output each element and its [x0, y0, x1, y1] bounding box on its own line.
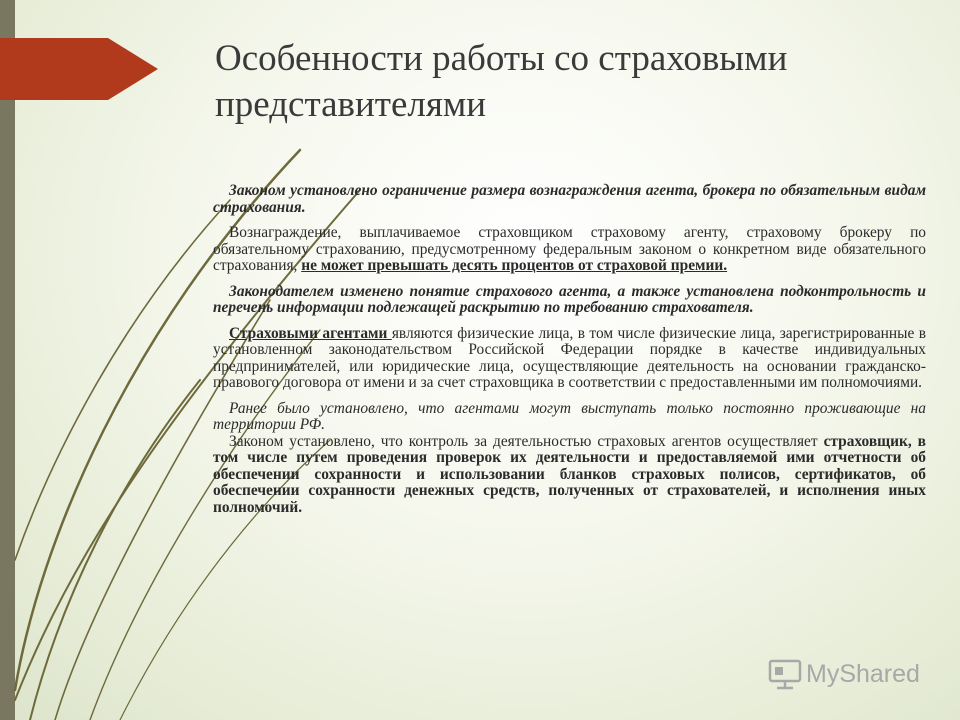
- title-red-arrow: [0, 38, 158, 100]
- paragraph-6: [213, 434, 926, 517]
- brand-name: MyShared: [806, 659, 920, 688]
- paragraph-4-text: являются физические лица, в том числе физические лица, зарегистрированные в установленном законодательством Российской Федерации порядке в качестве индивидуальных предпринимателей, или юридические лица, осуществляющие деятельность на основании гражданско-правового договора от имени и за счет страховщика в соответствии с предоставленными им полномочиями.: [213, 324, 926, 391]
- paragraph-2: [213, 225, 926, 275]
- paragraph-5: Ранее было установлено, что агентами могут выступать только постоянно проживающие на территории РФ.: [213, 399, 926, 433]
- myshared-watermark: [768, 656, 920, 692]
- paragraph-1: Законом установлено ограничение размера вознаграждения агента, брокера по обязательным видам страхования.: [213, 182, 926, 216]
- paragraph-4: [213, 326, 926, 392]
- paragraph-3: Законодателем изменено понятие страхового агента, а также установлена подконтрольность и перечень информации подлежащей раскрытию по требованию страхователя.: [213, 282, 926, 316]
- slide-body: [213, 183, 926, 525]
- paragraph-2-emphasis: не может превышать десять процентов от страховой премии.: [301, 257, 728, 274]
- presentation-icon: [768, 658, 802, 690]
- paragraph-4-term: Страховыми агентами: [229, 324, 392, 342]
- slide-title: [215, 36, 915, 128]
- paragraph-6-text: Законом установлено, что контроль за деятельностью страховых агентов осуществляет: [229, 432, 824, 450]
- title-line-1: Особенности работы со страховыми: [215, 38, 788, 79]
- title-line-2: представителями: [215, 84, 487, 125]
- paragraph-2-text: Вознаграждение, выплачиваемое страховщиком страховому агенту, страховому брокеру по обязательному страхованию, предусмотренному федеральным законом о конкретном виде обязательного страхования,: [213, 224, 926, 274]
- paragraph-6-bold: страховщик, в том числе путем проведения проверок их деятельности и предоставляемой ими отчетности об обеспечении сохранности и использовании бланков страховых полисов, сертификатов, об обеспечении сохранности денежных средств, полученных от страхователей, и исполнения иных полномочий.: [213, 432, 926, 516]
